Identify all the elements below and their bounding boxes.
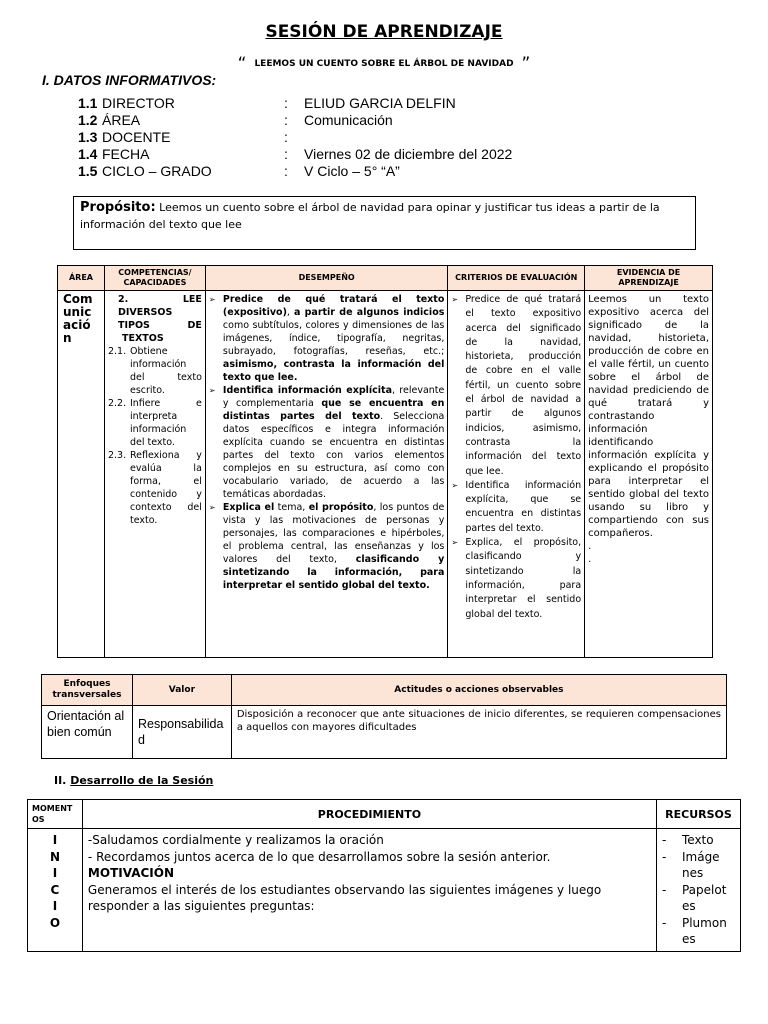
arrow-bullet-icon: ➢ [208,386,216,395]
enfoques-table [41,674,727,759]
criteria-item [451,479,581,536]
info-num: 1.5 [78,163,98,179]
resource-text: Plumones [681,915,727,946]
perf-bold: asimismo, contrasta la información del texto que lee. [222,359,445,383]
development-row-inicio [28,829,741,952]
resource-text: Imágenes [681,849,720,880]
development-header-row [28,800,741,829]
capacity-item [108,397,202,449]
criteria-text: Explica, el propósito, clasificando y sintetizando la información, para interpretar el sentido global del texto. [465,537,582,620]
arrow-bullet-icon: ➢ [208,295,216,304]
enfoques-row [42,706,727,759]
capacity-num: 2.3. [107,450,127,461]
info-label: DOCENTE [102,129,171,145]
section-2-text: Desarrollo de la Sesión [70,774,214,787]
info-num: 1.4 [78,146,98,162]
procedure-heading: MOTIVACIÓN [87,866,174,880]
page-title: SESIÓN DE APRENDIZAJE [265,22,503,42]
open-quote: “ [237,54,247,74]
perf-text: . Selecciona datos específicos e integra información explícita cuando se encuentra en distintas partes del texto con varios elementos complejos en su estructura, así como con vocabulario variado, de acuerdo a las temáticas abordadas. [222,411,445,500]
criteria-cell [448,291,585,658]
section-2-title [54,774,213,787]
info-colon: : [284,146,288,162]
criteria-text: Predice de qué tratará el texto expositivo acerca del significado de la navidad, historieta, producción de cobre en el valle fértil, un cuento sobre el árbol de navidad a partir de algunos indicios, asimismo, contrasta la información del texto que lee. [465,294,582,477]
header-desempeno: DESEMPEÑO [205,266,447,291]
enfoques-header-row [42,675,727,706]
info-label: DIRECTOR [102,95,175,111]
info-row-director [78,95,678,112]
competency-title: 2. LEE DIVERSOS TIPOS DE [117,294,202,331]
perf-bold: Predice de qué tratará el texto (expositivo) [222,294,445,318]
development-table [27,799,741,952]
criteria-text: Identifica información explícita, que se encuentra en distintas partes del texto. [465,479,582,534]
dash: - [661,849,667,864]
competency-table [57,265,713,658]
header-evidencia: EVIDENCIA DE APRENDIZAJE [585,266,713,291]
capacity-item [108,449,202,527]
actitud-cell: Disposición a reconocer que ante situaciones de inicio diferentes, se requieren compensaciones a aquellos con mayores dificultades [231,706,726,759]
section-2-num: II. [54,774,67,787]
procedure-line: - Recordamos juntos acerca de lo que desarrollamos sobre la sesión anterior. [87,849,551,864]
arrow-bullet-icon: ➢ [451,538,459,548]
info-list [78,95,678,180]
competency-row [58,291,713,658]
session-name-text: LEEMOS UN CUENTO SOBRE EL ÁRBOL DE NAVIDAD [254,59,514,69]
moment-letter: I [52,833,58,847]
info-label: FECHA [102,146,150,162]
perf-bold: Identifica información explícita [222,385,393,396]
perf-bold: clasificando y sintetizando la información, para interpretar el sentido global del texto. [222,554,445,591]
section-1-title: I. DATOS INFORMATIVOS: [42,72,217,88]
perf-text: tema, [274,502,309,513]
header-criterios: CRITERIOS DE EVALUACIÓN [448,266,585,291]
performance-item [209,293,444,384]
info-row-ciclo [78,163,678,180]
procedure-cell [82,829,656,952]
arrow-bullet-icon: ➢ [451,480,459,490]
resources-cell [656,829,740,952]
perf-text: como subtítulos, colores y dimensiones de las imágenes, índice, tipografía, negritas, subrayado, fotografías, reseñas, etc.; [222,320,445,357]
purpose-box [73,196,696,250]
performance-cell [205,291,447,658]
info-label: CICLO – GRADO [102,163,212,179]
info-row-docente [78,129,678,146]
capacity-text: Reflexiona y evalúa la forma, el contenido y contexto del texto. [129,450,202,526]
resource-item [662,882,735,915]
header-procedimiento: PROCEDIMIENTO [82,800,656,829]
dash: - [661,915,667,930]
info-value: ELIUD GARCIA DELFIN [304,95,456,111]
criteria-item [451,536,581,622]
info-row-fecha [78,146,678,163]
info-colon: : [284,95,288,111]
procedure-line: -Saludamos cordialmente y realizamos la oración [87,833,384,847]
capacity-num: 2.1. [107,346,127,357]
info-value: Viernes 02 de diciembre del 2022 [304,146,513,162]
header-valor: Valor [132,675,231,706]
capacity-text: Obtiene información del texto escrito. [129,346,202,396]
info-colon: : [284,129,288,145]
evidence-dot: . [588,554,592,565]
arrow-bullet-icon: ➢ [451,295,459,304]
dash: - [661,833,667,847]
capacity-num: 2.2. [107,398,127,409]
competency-title-cont: TEXTOS [121,333,164,344]
capacity-text: Infiere e interpreta información del texto. [129,398,202,448]
info-num: 1.3 [78,129,98,145]
header-area: ÁREA [58,266,105,291]
moment-letter: O [49,915,61,930]
moment-letter: I [52,899,58,913]
evidence-cell [585,291,713,658]
dash: - [661,882,667,897]
perf-bold: que se encuentra en distintas partes del texto [222,398,445,422]
moment-letter: N [49,849,60,864]
header-recursos: RECURSOS [656,800,740,829]
enfoque-cell: Orientación al bien común [42,706,133,759]
close-quote: ” [521,54,531,74]
info-row-area [78,112,678,129]
perf-text: , [286,307,294,318]
purpose-label: Propósito: [80,200,156,215]
info-value: V Ciclo – 5° “A” [304,163,400,179]
perf-text: , los puntos de vista y las motivaciones de personas y personajes, las comparaciones e hipérboles, el problema central, las enseñanzas y los valores del texto, [222,502,445,565]
criteria-item [451,293,581,479]
info-num: 1.1 [78,95,98,111]
info-colon: : [284,163,288,179]
info-value: Comunicación [304,112,393,128]
info-label: ÁREA [102,112,141,128]
resource-text: Texto [681,833,714,847]
competency-cell [104,291,205,658]
header-competencias: COMPETENCIAS/ CAPACIDADES [104,266,205,291]
area-text: Comunicación [63,292,93,345]
performance-item [209,501,444,592]
resource-text: Papelotes [681,882,727,913]
resource-item [662,849,735,882]
moment-letter: C [50,882,60,897]
moment-letter: I [52,866,58,880]
header-actitudes: Actitudes o acciones observables [231,675,726,706]
perf-bold: Explica el [222,502,275,513]
moment-cell [28,829,83,952]
header-enfoques: Enfoques transversales [42,675,133,706]
purpose-text: Leemos un cuento sobre el árbol de navidad para opinar y justificar tus ideas a partir de la información del texto que lee [80,201,660,231]
header-momentos: MOMENTOS [28,800,83,829]
area-cell [58,291,105,658]
resource-item [662,915,735,948]
competency-header-row [58,266,713,291]
performance-item [209,384,444,501]
evidence-dot: . [588,541,592,552]
perf-bold: a partir de algunos indicios [293,307,445,318]
procedure-line: Generamos el interés de los estudiantes observando las siguientes imágenes y luego responder a las siguientes preguntas: [87,882,602,913]
capacity-item [108,345,202,397]
evidence-text: Leemos un texto expositivo acerca del significado de la navidad, historieta, producción de cobre en el valle fértil, un cuento sobre el árbol de navidad prediciendo de qué tratará y contrastando información identificando información explícita y explicando el propósito para interpretar el sentido global del texto usando su libro y compartiendo con sus compañeros. [588,294,709,539]
resource-item [662,832,735,849]
perf-text: , relevante y complementaria [222,385,445,409]
session-name [0,54,768,74]
info-colon: : [284,112,288,128]
valor-cell: Responsabilidad [132,706,231,759]
arrow-bullet-icon: ➢ [208,503,216,512]
perf-bold: el propósito [308,502,374,513]
info-num: 1.2 [78,112,98,128]
